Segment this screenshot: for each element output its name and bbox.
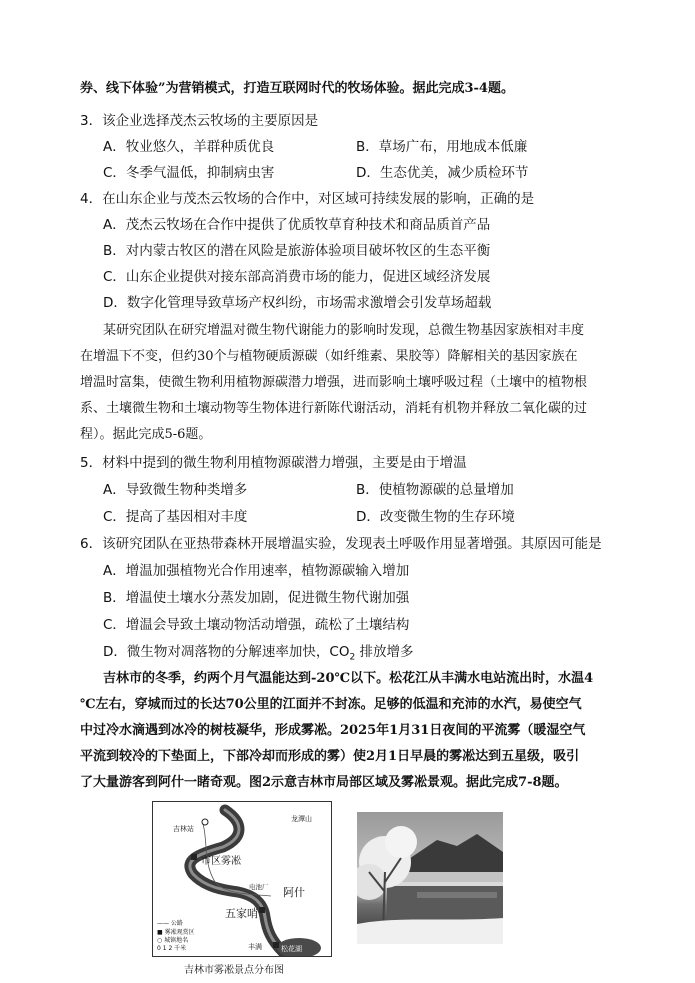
passage2-line-2: 在增温下不变，但约30个与植物硬质源碳（如纤维素、果胶等）降解相关的基因家族在 [80,349,578,364]
q6-option-d-pre: D．微生物对凋落物的分解速率加快，CO [103,644,350,660]
scenic-area-wujiazui [259,907,265,913]
label-songhua-lake: 松花湖 [281,945,302,953]
legend-town: ○ 城镇地名 [157,937,189,944]
label-power-plant: 电池厂 [249,883,269,891]
q6-option-d[interactable] [103,643,413,667]
label-wujiazui: 五家哨 [225,907,258,920]
q3-stem: 3．该企业选择茂杰云牧场的主要原因是 [80,113,319,129]
q5-option-b[interactable]: B．使植物源碳的总量增加 [356,482,514,498]
q4-option-b[interactable]: B．对内蒙古牧区的潜在风险是旅游体验项目破坏牧区的生态平衡 [103,243,491,259]
legend-scenic: ■ 雾凇观赏区 [157,929,195,936]
label-changbai: 龙潭山 [291,815,312,823]
label-jilin-station: 吉林站 [173,825,194,833]
passage3-line-4: 平流到较冷的下垫面上，下部冷却而形成的雾）使2月1日早晨的雾凇达到五星级，吸引 [80,749,580,764]
label-fengman: 丰满 [248,943,262,951]
q5-option-a[interactable]: A．导致微生物种类增多 [103,482,248,498]
scenic-area-fengman [273,942,279,948]
q3-option-a[interactable]: A．牧业悠久，羊群种质优良 [103,139,275,155]
passage3-line-2: ℃左右，穿城而过的长达70公里的江面并不封冻。足够的低温和充沛的水汽，易使空气 [80,697,582,712]
q4-option-a[interactable]: A．茂杰云牧场在合作中提供了优质牧草育种技术和商品质首产品 [103,217,491,233]
q6-option-d-post: 排放增多 [355,644,414,660]
rime-photo [357,812,503,944]
label-city-rime: 市区雾凇 [201,856,241,867]
q5-option-c[interactable]: C．提高了基因相对丰度 [103,509,248,525]
rime-photo-drawing [357,812,503,944]
q5-stem: 5．材料中提到的微生物利用植物源碳潜力增强，主要是由于增温 [80,455,467,471]
label-ashi: 阿什 [283,886,305,899]
q3-option-b[interactable]: B．草场广布，用地成本低廉 [356,139,528,155]
q5-option-d[interactable]: D．改变微生物的生存环境 [356,509,515,525]
q6-option-a[interactable]: A．增温加强植物光合作用速率，植物源碳输入增加 [103,563,410,579]
passage2-line-4: 系、土壤微生物和土壤动物等生物体进行新陈代谢活动，消耗有机物并释放二氧化碳的过 [80,401,588,416]
passage2-line-5: 程）。据此完成5-6题。 [80,427,212,442]
q4-option-d[interactable]: D．数字化管理导致草场产权纠纷，市场需求激增会引发草场超载 [103,295,492,311]
passage3-line-5: 了大量游客到阿什一睹奇观。图2示意吉林市局部区域及雾凇景观。据此完成7-8题。 [80,775,568,790]
q4-stem: 4．在山东企业与茂杰云牧场的合作中，对区域可持续发展的影响，正确的是 [80,191,535,207]
q6-option-d-sub: 2 [349,652,356,663]
snow-bank [357,918,503,944]
q3-option-c[interactable]: C．冬季气温低，抑制病虫害 [103,165,275,181]
map-caption: 吉林市雾凇景点分布图 [184,965,284,976]
q6-option-c[interactable]: C．增温会导致土壤动物活动增强，疏松了土壤结构 [103,617,410,633]
q4-option-c[interactable]: C．山东企业提供对接东部高消费市场的能力，促进区域经济发展 [103,269,491,285]
passage2-line-3: 增温时富集，使微生物利用植物源碳潜力增强，进而影响土壤呼吸过程（土壤中的植物根 [80,375,588,390]
passage3-line-1: 吉林市的冬季，约两个月气温能达到-20℃以下。松花江从丰满水电站流出时，水温4 [103,671,594,686]
q6-stem: 6．该研究团队在亚热带森林开展增温实验，发现表土呼吸作用显著增强。其原因可能是 [80,536,602,552]
legend-scale: 0 1 2 千米 [157,945,187,952]
intro-tail: 券、线下体验”为营销模式，打造互联网时代的牧场体验。据此完成3-4题。 [80,81,514,96]
passage3-line-3: 中过冷水滴遇到冰冷的树枝凝华，形成雾凇。2025年1月31日夜间的平流雾（暖湿空气 [80,723,586,738]
legend-road: —— 公路 [157,920,183,927]
q6-option-b[interactable]: B．增温使土壤水分蒸发加剧，促进微生物代谢加强 [103,590,410,606]
town-jilin-station [202,819,208,825]
q3-option-d[interactable]: D．生态优美，减少质检环节 [356,165,529,181]
scenic-area-city [191,854,197,860]
rime-map [152,801,332,957]
passage2-line-1: 某研究团队在研究增温对微生物代谢能力的影响时发现，总微生物基因家族相对丰度 [103,323,585,338]
